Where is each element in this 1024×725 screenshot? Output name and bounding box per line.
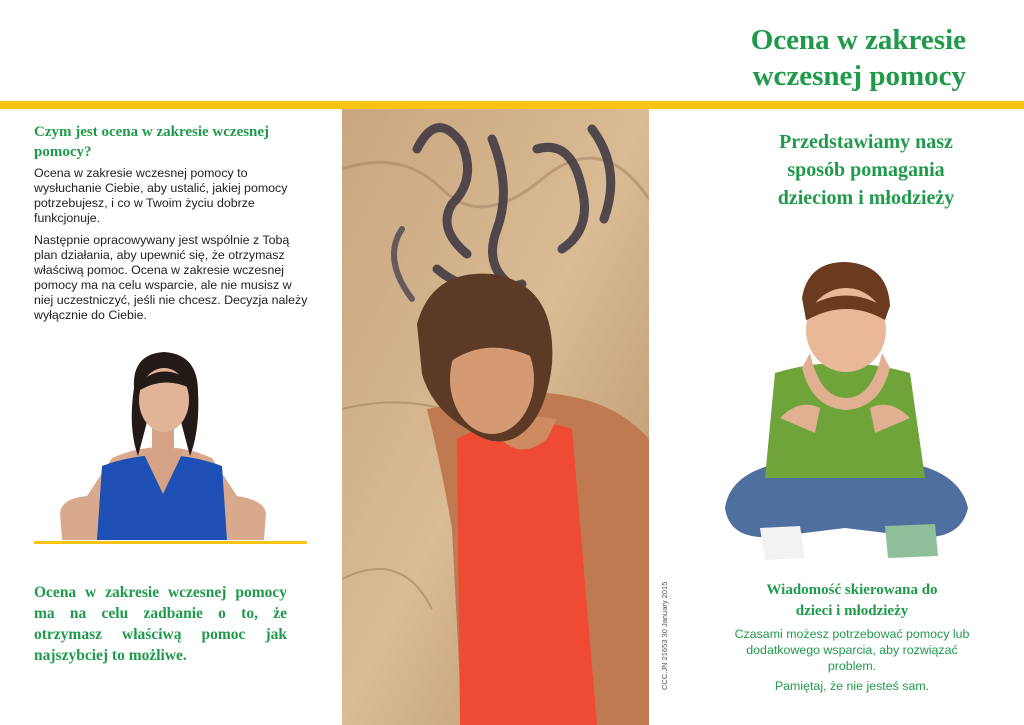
left-panel [34, 122, 309, 330]
intro-line-2: sposób pomagania [787, 159, 945, 181]
header-divider [0, 101, 1024, 109]
highlight-quote: Ocena w zakresie wczesnej pomocy ma na celu zadbanie o to, że otrzymasz właściwą pomoc jak najszybciej to możliwe. [34, 584, 287, 664]
intro-line-3: dzieciom i młodzieży [777, 187, 955, 209]
document-reference: CCC.JN 21653 30 January 2015 [660, 581, 669, 690]
paragraph-2: Następnie opracowywany jest wspólnie z Tobą plan działania, aby upewnić się, że otrzymasz właściwą pomoc. Ocena w zakresie wczesnej pomocy ma na celu wsparcie, ale nie musisz w niej uczestniczyć, jeśli nie chcesz. Decyzja należy wyłącznie do Ciebie. [34, 233, 308, 322]
document-title [666, 22, 966, 94]
section-divider [34, 541, 307, 544]
woman-photo [52, 348, 274, 540]
message-body: Czasami możesz potrzebować pomocy lub dodatkowego wsparcia, aby rozwiązać problem. [734, 627, 970, 673]
message-text [722, 626, 982, 698]
title-line-2: wczesnej pomocy [752, 60, 966, 92]
message-title-line-1: Wiadomość skierowana do [766, 582, 938, 598]
intro-heading [732, 128, 1000, 212]
message-footer: Pamiętaj, że nie jesteś sam. [774, 679, 930, 693]
message-title-line-2: dzieci i młodzieży [795, 603, 909, 619]
paragraph-1: Ocena w zakresie wczesnej pomocy to wysłuchanie Ciebie, aby ustalić, jakiej pomocy potrzebujesz, i co w Twoim życiu dobrze funkcjonuje. [34, 166, 288, 225]
girl-leaning-on-wall-photo [342, 109, 649, 725]
intro-line-1: Przedstawiamy nasz [779, 131, 953, 153]
boy-sitting-photo [720, 258, 972, 570]
message-heading [722, 580, 982, 622]
section-heading: Czym jest ocena w zakresie wczesnej pomocy? [34, 124, 270, 160]
title-line-1: Ocena w zakresie [750, 24, 966, 56]
